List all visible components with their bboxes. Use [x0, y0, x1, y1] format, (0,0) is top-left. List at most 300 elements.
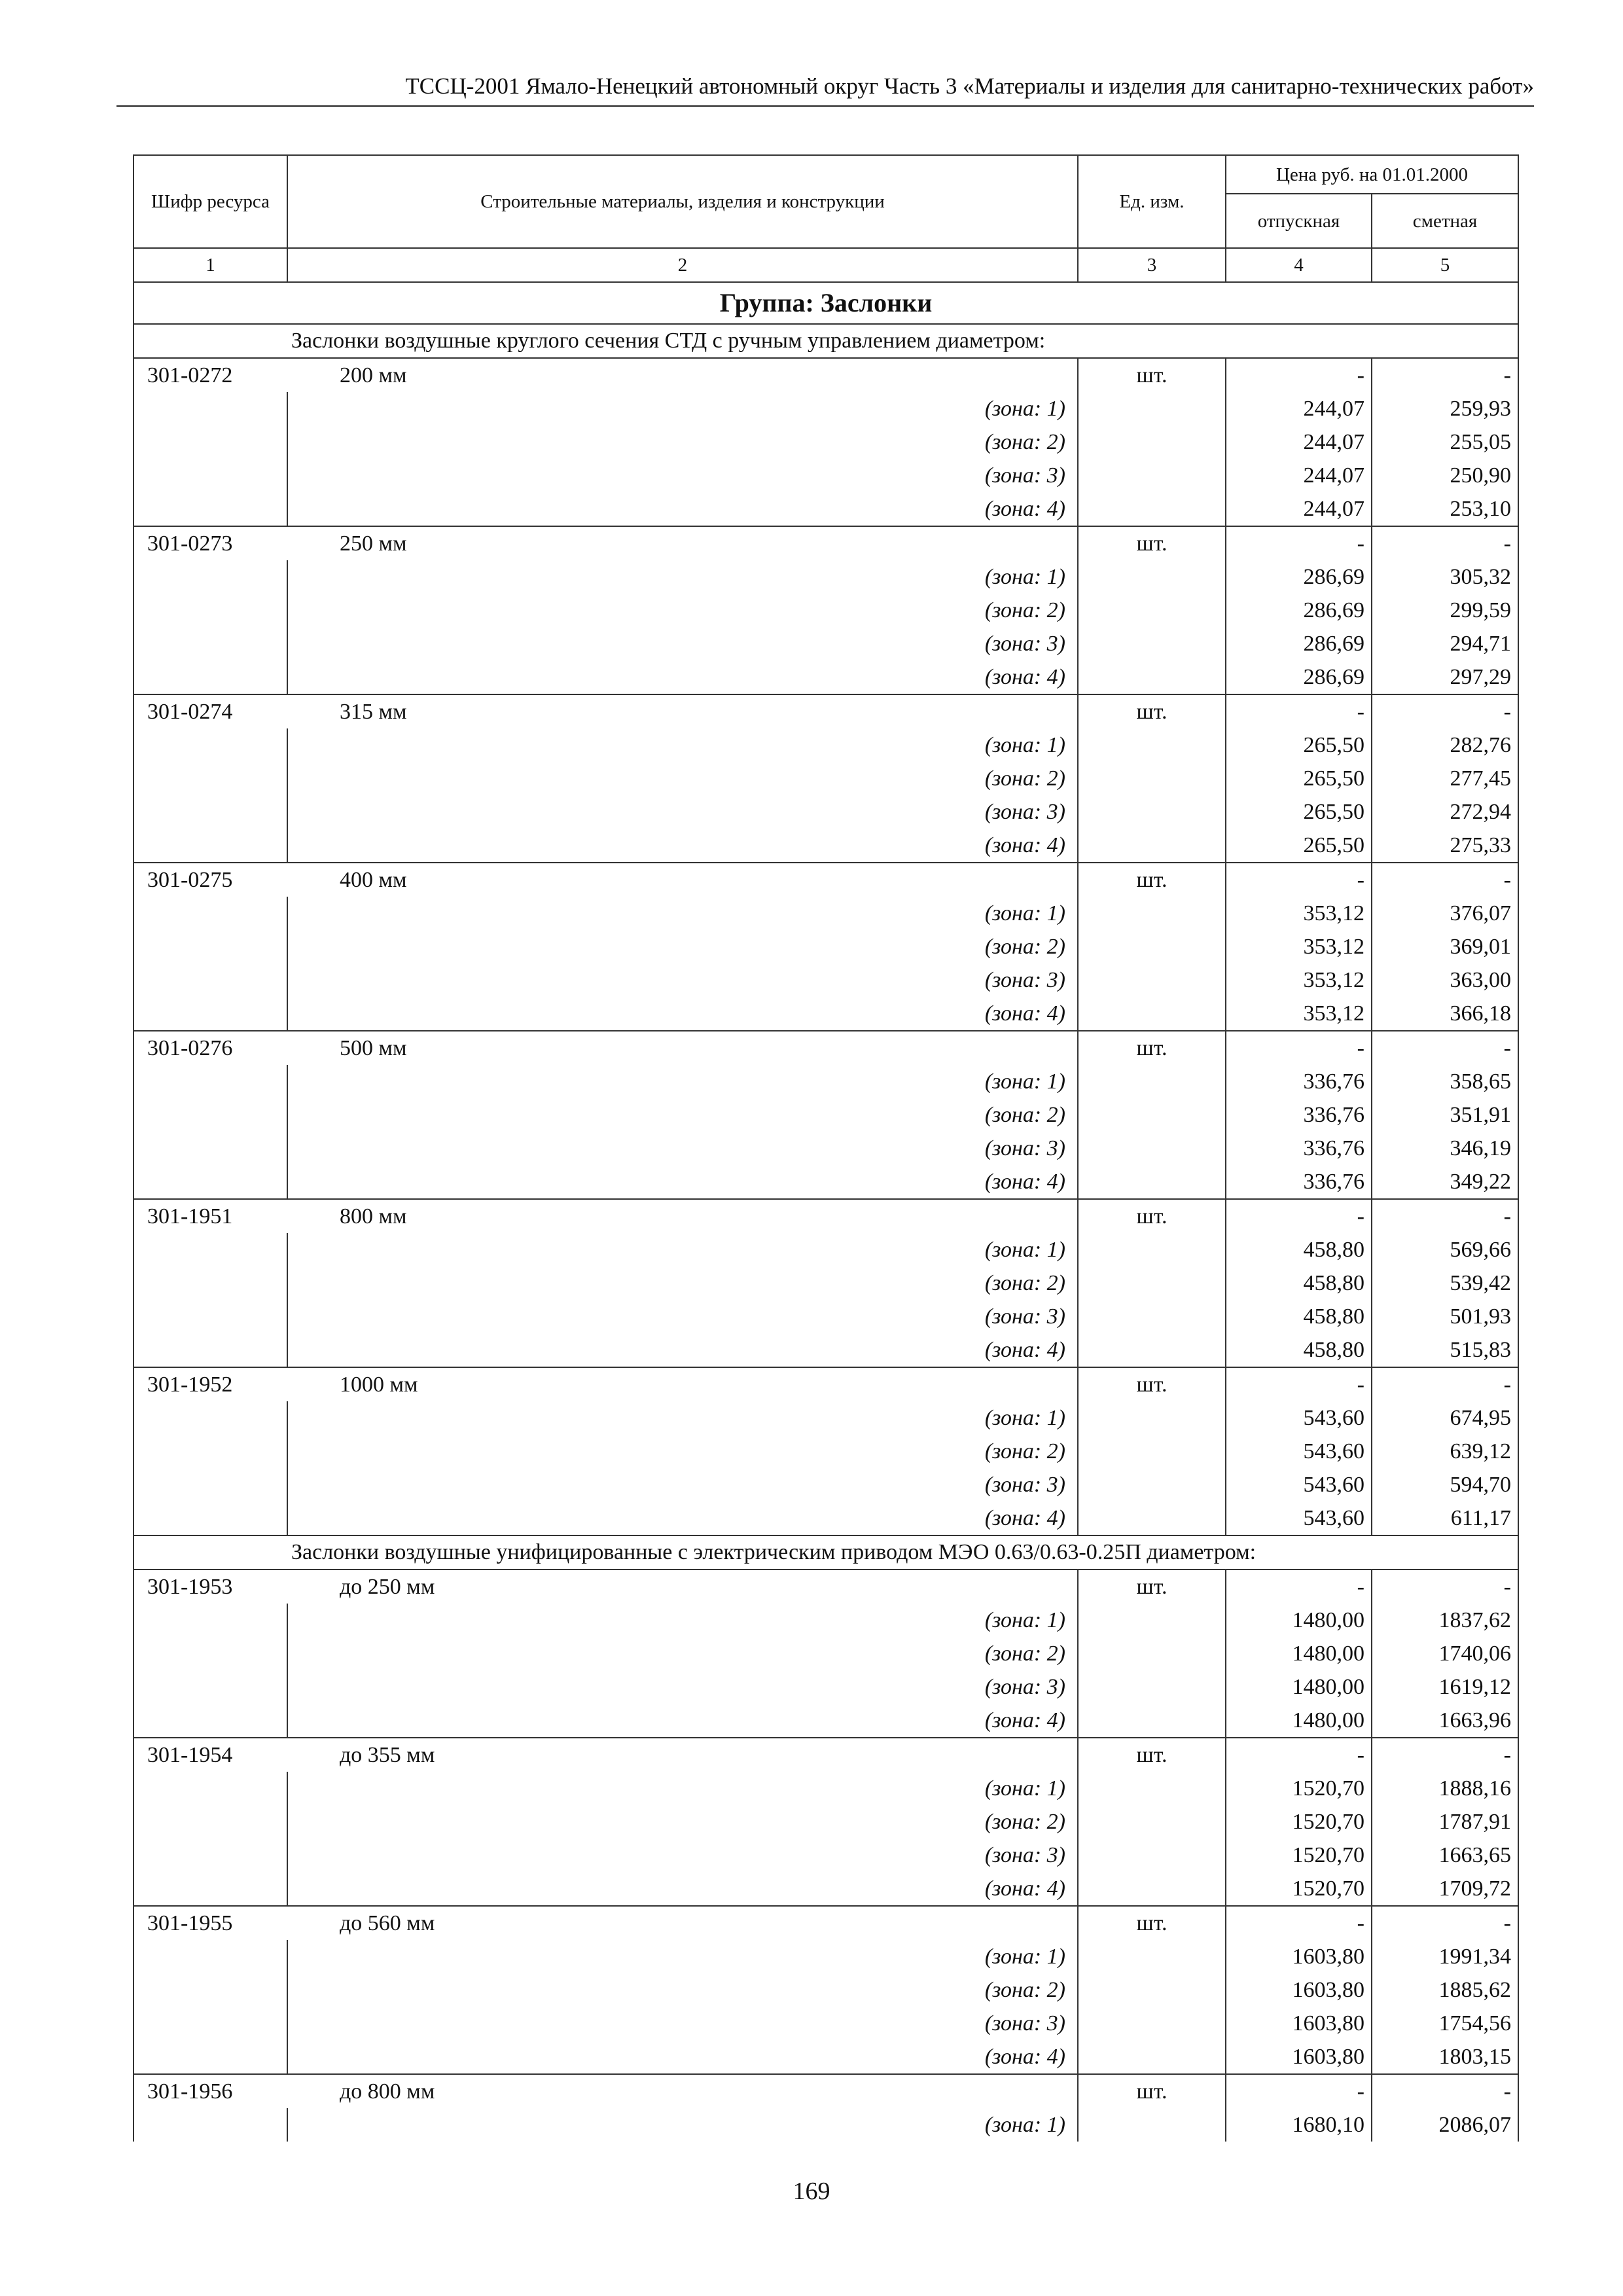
estimate-price: 1663,65 — [1372, 1839, 1518, 1872]
release-price: 265,50 — [1226, 829, 1372, 863]
material-name: до 355 мм — [287, 1738, 1078, 1772]
unit-cell-empty — [1078, 1670, 1226, 1704]
zone-label: (зона: 4) — [287, 1501, 1078, 1535]
resource-code-empty — [134, 1132, 287, 1165]
release-price: 353,12 — [1226, 997, 1372, 1031]
resource-code-empty — [134, 963, 287, 997]
zone-row — [134, 728, 1518, 762]
release-price: - — [1226, 1199, 1372, 1233]
col-estimate-header: сметная — [1372, 194, 1518, 248]
estimate-price: - — [1372, 1906, 1518, 1940]
estimate-price: 366,18 — [1372, 997, 1518, 1031]
estimate-price: 1991,34 — [1372, 1940, 1518, 1973]
material-name: 200 мм — [287, 358, 1078, 392]
release-price: - — [1226, 1738, 1372, 1772]
resource-code-empty — [134, 1670, 287, 1704]
zone-row — [134, 660, 1518, 694]
zone-row — [134, 762, 1518, 795]
zone-row — [134, 1872, 1518, 1906]
zone-row — [134, 963, 1518, 997]
release-price: - — [1226, 863, 1372, 897]
zone-row — [134, 1266, 1518, 1300]
resource-code-empty — [134, 1973, 287, 2007]
table-row — [134, 863, 1518, 897]
unit-cell-empty — [1078, 1604, 1226, 1637]
release-price: 244,07 — [1226, 392, 1372, 425]
resource-code-empty — [134, 1805, 287, 1839]
resource-code-empty — [134, 1165, 287, 1199]
page-number: 169 — [793, 2178, 830, 2205]
table-row — [134, 1738, 1518, 1772]
release-price: 1603,80 — [1226, 2007, 1372, 2040]
estimate-price: 1709,72 — [1372, 1872, 1518, 1906]
release-price: 244,07 — [1226, 459, 1372, 492]
unit-cell-empty — [1078, 1098, 1226, 1132]
release-price: 286,69 — [1226, 594, 1372, 627]
zone-label: (зона: 1) — [287, 1604, 1078, 1637]
zone-label: (зона: 1) — [287, 1065, 1078, 1098]
resource-code-empty — [134, 392, 287, 425]
resource-code-empty — [134, 627, 287, 660]
estimate-price: 294,71 — [1372, 627, 1518, 660]
estimate-price: 363,00 — [1372, 963, 1518, 997]
zone-label: (зона: 3) — [287, 1839, 1078, 1872]
release-price: 1603,80 — [1226, 1940, 1372, 1973]
zone-row — [134, 1704, 1518, 1738]
material-name: 250 мм — [287, 526, 1078, 560]
table-row — [134, 1367, 1518, 1401]
estimate-price: - — [1372, 863, 1518, 897]
zone-row — [134, 1098, 1518, 1132]
column-number-row — [134, 248, 1518, 282]
unit-cell-empty — [1078, 897, 1226, 930]
header-rule — [116, 105, 1534, 107]
table-row — [134, 1570, 1518, 1604]
material-name: 1000 мм — [287, 1367, 1078, 1401]
price-table — [133, 154, 1519, 2142]
release-price: 1520,70 — [1226, 1805, 1372, 1839]
table-header-row — [134, 155, 1518, 194]
zone-row — [134, 2040, 1518, 2074]
estimate-price: - — [1372, 1031, 1518, 1065]
material-name: до 800 мм — [287, 2074, 1078, 2108]
resource-code-empty — [134, 2040, 287, 2074]
unit-cell-empty — [1078, 1300, 1226, 1333]
unit-cell-empty — [1078, 1839, 1226, 1872]
estimate-price: 1885,62 — [1372, 1973, 1518, 2007]
release-price: 543,60 — [1226, 1468, 1372, 1501]
release-price: 1603,80 — [1226, 1973, 1372, 2007]
zone-label: (зона: 1) — [287, 897, 1078, 930]
material-name: 500 мм — [287, 1031, 1078, 1065]
resource-code-empty — [134, 1604, 287, 1637]
col-number: 5 — [1372, 248, 1518, 282]
resource-code: 301-0275 — [134, 863, 287, 897]
resource-code-empty — [134, 1637, 287, 1670]
resource-code: 301-0272 — [134, 358, 287, 392]
zone-label: (зона: 2) — [287, 1266, 1078, 1300]
material-name: 400 мм — [287, 863, 1078, 897]
unit-cell-empty — [1078, 1333, 1226, 1367]
resource-code-empty — [134, 997, 287, 1031]
unit-cell-empty — [1078, 1065, 1226, 1098]
resource-code-empty — [134, 1872, 287, 1906]
release-price: 1520,70 — [1226, 1839, 1372, 1872]
resource-code: 301-1956 — [134, 2074, 287, 2108]
zone-row — [134, 1300, 1518, 1333]
estimate-price: 569,66 — [1372, 1233, 1518, 1266]
unit-cell-empty — [1078, 1637, 1226, 1670]
zone-row — [134, 560, 1518, 594]
unit-cell: шт. — [1078, 1031, 1226, 1065]
resource-code-empty — [134, 1233, 287, 1266]
unit-cell-empty — [1078, 1872, 1226, 1906]
estimate-price: 1787,91 — [1372, 1805, 1518, 1839]
unit-cell-empty — [1078, 930, 1226, 963]
estimate-price: 2086,07 — [1372, 2108, 1518, 2142]
resource-code-empty — [134, 829, 287, 863]
table-row — [134, 694, 1518, 728]
release-price: 353,12 — [1226, 963, 1372, 997]
zone-label: (зона: 4) — [287, 660, 1078, 694]
resource-code-empty — [134, 1704, 287, 1738]
estimate-price: - — [1372, 1570, 1518, 1604]
estimate-price: 255,05 — [1372, 425, 1518, 459]
table-row — [134, 1199, 1518, 1233]
zone-label: (зона: 1) — [287, 1772, 1078, 1805]
zone-label: (зона: 3) — [287, 1132, 1078, 1165]
section-title: Заслонки воздушные унифицированные с электрическим приводом МЭО 0.63/0.63-0.25П диаметром: — [134, 1535, 1518, 1570]
estimate-price: 594,70 — [1372, 1468, 1518, 1501]
material-name: 800 мм — [287, 1199, 1078, 1233]
zone-label: (зона: 4) — [287, 2040, 1078, 2074]
unit-cell-empty — [1078, 2007, 1226, 2040]
release-price: 543,60 — [1226, 1401, 1372, 1435]
release-price: 336,76 — [1226, 1098, 1372, 1132]
estimate-price: - — [1372, 1199, 1518, 1233]
unit-cell-empty — [1078, 1266, 1226, 1300]
release-price: - — [1226, 1367, 1372, 1401]
zone-label: (зона: 2) — [287, 1805, 1078, 1839]
material-name: до 560 мм — [287, 1906, 1078, 1940]
unit-cell-empty — [1078, 1704, 1226, 1738]
estimate-price: 346,19 — [1372, 1132, 1518, 1165]
release-price: 244,07 — [1226, 492, 1372, 526]
table-row — [134, 2074, 1518, 2108]
zone-label: (зона: 1) — [287, 1233, 1078, 1266]
resource-code-empty — [134, 930, 287, 963]
unit-cell: шт. — [1078, 2074, 1226, 2108]
unit-cell: шт. — [1078, 1738, 1226, 1772]
resource-code-empty — [134, 492, 287, 526]
zone-row — [134, 1940, 1518, 1973]
zone-row — [134, 1165, 1518, 1199]
estimate-price: - — [1372, 358, 1518, 392]
resource-code: 301-0273 — [134, 526, 287, 560]
estimate-price: 305,32 — [1372, 560, 1518, 594]
estimate-price: 358,65 — [1372, 1065, 1518, 1098]
estimate-price: 539,42 — [1372, 1266, 1518, 1300]
zone-label: (зона: 1) — [287, 560, 1078, 594]
col-price-header: Цена руб. на 01.01.2000 — [1226, 155, 1518, 194]
zone-label: (зона: 4) — [287, 492, 1078, 526]
price-table-body — [134, 155, 1518, 2142]
estimate-price: 282,76 — [1372, 728, 1518, 762]
resource-code-empty — [134, 594, 287, 627]
resource-code-empty — [134, 1435, 287, 1468]
unit-cell-empty — [1078, 1435, 1226, 1468]
unit-cell-empty — [1078, 829, 1226, 863]
zone-row — [134, 1637, 1518, 1670]
zone-label: (зона: 4) — [287, 1165, 1078, 1199]
release-price: - — [1226, 2074, 1372, 2108]
release-price: 458,80 — [1226, 1266, 1372, 1300]
resource-code-empty — [134, 795, 287, 829]
estimate-price: 1663,96 — [1372, 1704, 1518, 1738]
unit-cell-empty — [1078, 1401, 1226, 1435]
release-price: 1520,70 — [1226, 1872, 1372, 1906]
material-name: 315 мм — [287, 694, 1078, 728]
group-row — [134, 282, 1518, 324]
zone-row — [134, 627, 1518, 660]
estimate-price: 1754,56 — [1372, 2007, 1518, 2040]
col-name-header: Строительные материалы, изделия и конструкции — [287, 155, 1078, 248]
zone-label: (зона: 3) — [287, 627, 1078, 660]
zone-label: (зона: 1) — [287, 1401, 1078, 1435]
col-unit-header: Ед. изм. — [1078, 155, 1226, 248]
zone-row — [134, 1401, 1518, 1435]
resource-code-empty — [134, 762, 287, 795]
release-price: 1520,70 — [1226, 1772, 1372, 1805]
estimate-price: - — [1372, 694, 1518, 728]
zone-row — [134, 1132, 1518, 1165]
table-row — [134, 1031, 1518, 1065]
estimate-price: 259,93 — [1372, 392, 1518, 425]
resource-code-empty — [134, 459, 287, 492]
release-price: - — [1226, 358, 1372, 392]
unit-cell-empty — [1078, 1973, 1226, 2007]
resource-code-empty — [134, 1266, 287, 1300]
zone-row — [134, 459, 1518, 492]
unit-cell-empty — [1078, 1132, 1226, 1165]
estimate-price: 674,95 — [1372, 1401, 1518, 1435]
zone-row — [134, 492, 1518, 526]
resource-code-empty — [134, 425, 287, 459]
zone-row — [134, 1772, 1518, 1805]
unit-cell-empty — [1078, 660, 1226, 694]
estimate-price: - — [1372, 1738, 1518, 1772]
release-price: 1603,80 — [1226, 2040, 1372, 2074]
unit-cell-empty — [1078, 492, 1226, 526]
zone-label: (зона: 3) — [287, 1468, 1078, 1501]
unit-cell: шт. — [1078, 526, 1226, 560]
unit-cell-empty — [1078, 762, 1226, 795]
table-row — [134, 1906, 1518, 1940]
estimate-price: 1803,15 — [1372, 2040, 1518, 2074]
resource-code-empty — [134, 1839, 287, 1872]
estimate-price: 277,45 — [1372, 762, 1518, 795]
estimate-price: 349,22 — [1372, 1165, 1518, 1199]
zone-row — [134, 1839, 1518, 1872]
resource-code-empty — [134, 1501, 287, 1535]
release-price: 543,60 — [1226, 1435, 1372, 1468]
table-row — [134, 358, 1518, 392]
resource-code: 301-0274 — [134, 694, 287, 728]
resource-code: 301-0276 — [134, 1031, 287, 1065]
zone-row — [134, 1435, 1518, 1468]
release-price: 286,69 — [1226, 660, 1372, 694]
zone-row — [134, 425, 1518, 459]
zone-row — [134, 1065, 1518, 1098]
resource-code: 301-1951 — [134, 1199, 287, 1233]
release-price: 458,80 — [1226, 1333, 1372, 1367]
section-row — [134, 324, 1518, 358]
estimate-price: 299,59 — [1372, 594, 1518, 627]
unit-cell: шт. — [1078, 358, 1226, 392]
estimate-price: 1619,12 — [1372, 1670, 1518, 1704]
zone-label: (зона: 4) — [287, 829, 1078, 863]
running-header: ТССЦ-2001 Ямало-Ненецкий автономный округ Часть 3 «Материалы и изделия для санитарно-технических работ» — [405, 73, 1534, 99]
col-number: 1 — [134, 248, 287, 282]
resource-code-empty — [134, 1065, 287, 1098]
estimate-price: 1837,62 — [1372, 1604, 1518, 1637]
zone-row — [134, 1604, 1518, 1637]
zone-label: (зона: 2) — [287, 1973, 1078, 2007]
unit-cell-empty — [1078, 728, 1226, 762]
zone-row — [134, 2007, 1518, 2040]
release-price: - — [1226, 1906, 1372, 1940]
resource-code-empty — [134, 1300, 287, 1333]
release-price: - — [1226, 1031, 1372, 1065]
zone-row — [134, 1501, 1518, 1535]
zone-label: (зона: 3) — [287, 1670, 1078, 1704]
resource-code-empty — [134, 1401, 287, 1435]
zone-label: (зона: 3) — [287, 459, 1078, 492]
zone-label: (зона: 3) — [287, 1300, 1078, 1333]
estimate-price: 1740,06 — [1372, 1637, 1518, 1670]
col-release-header: отпускная — [1226, 194, 1372, 248]
zone-label: (зона: 3) — [287, 963, 1078, 997]
resource-code-empty — [134, 728, 287, 762]
zone-label: (зона: 4) — [287, 1872, 1078, 1906]
resource-code: 301-1953 — [134, 1570, 287, 1604]
release-price: - — [1226, 526, 1372, 560]
zone-label: (зона: 4) — [287, 1333, 1078, 1367]
zone-row — [134, 2108, 1518, 2142]
release-price: 353,12 — [1226, 897, 1372, 930]
table-row — [134, 526, 1518, 560]
zone-label: (зона: 2) — [287, 1098, 1078, 1132]
unit-cell-empty — [1078, 1165, 1226, 1199]
resource-code-empty — [134, 1098, 287, 1132]
resource-code-empty — [134, 2108, 287, 2142]
unit-cell-empty — [1078, 963, 1226, 997]
zone-label: (зона: 1) — [287, 1940, 1078, 1973]
unit-cell-empty — [1078, 1772, 1226, 1805]
resource-code-empty — [134, 2007, 287, 2040]
unit-cell: шт. — [1078, 1367, 1226, 1401]
unit-cell: шт. — [1078, 694, 1226, 728]
zone-row — [134, 930, 1518, 963]
col-number: 3 — [1078, 248, 1226, 282]
unit-cell-empty — [1078, 594, 1226, 627]
release-price: 286,69 — [1226, 560, 1372, 594]
zone-label: (зона: 2) — [287, 930, 1078, 963]
estimate-price: - — [1372, 2074, 1518, 2108]
release-price: 1480,00 — [1226, 1670, 1372, 1704]
unit-cell-empty — [1078, 627, 1226, 660]
zone-row — [134, 795, 1518, 829]
estimate-price: - — [1372, 1367, 1518, 1401]
release-price: - — [1226, 1570, 1372, 1604]
zone-label: (зона: 2) — [287, 594, 1078, 627]
release-price: 265,50 — [1226, 728, 1372, 762]
release-price: 1480,00 — [1226, 1637, 1372, 1670]
estimate-price: 639,12 — [1372, 1435, 1518, 1468]
zone-row — [134, 1468, 1518, 1501]
release-price: 1680,10 — [1226, 2108, 1372, 2142]
estimate-price: 272,94 — [1372, 795, 1518, 829]
release-price: 265,50 — [1226, 795, 1372, 829]
zone-label: (зона: 4) — [287, 997, 1078, 1031]
estimate-price: 376,07 — [1372, 897, 1518, 930]
zone-label: (зона: 4) — [287, 1704, 1078, 1738]
group-title: Группа: Заслонки — [134, 282, 1518, 324]
resource-code: 301-1954 — [134, 1738, 287, 1772]
section-row — [134, 1535, 1518, 1570]
unit-cell: шт. — [1078, 1199, 1226, 1233]
zone-label: (зона: 2) — [287, 762, 1078, 795]
unit-cell-empty — [1078, 459, 1226, 492]
zone-row — [134, 897, 1518, 930]
release-price: 1480,00 — [1226, 1704, 1372, 1738]
col-number: 2 — [287, 248, 1078, 282]
release-price: 353,12 — [1226, 930, 1372, 963]
estimate-price: 275,33 — [1372, 829, 1518, 863]
zone-label: (зона: 1) — [287, 392, 1078, 425]
unit-cell-empty — [1078, 2040, 1226, 2074]
resource-code-empty — [134, 560, 287, 594]
estimate-price: 1888,16 — [1372, 1772, 1518, 1805]
material-name: до 250 мм — [287, 1570, 1078, 1604]
unit-cell-empty — [1078, 425, 1226, 459]
release-price: 336,76 — [1226, 1065, 1372, 1098]
unit-cell-empty — [1078, 2108, 1226, 2142]
unit-cell-empty — [1078, 1940, 1226, 1973]
resource-code-empty — [134, 897, 287, 930]
zone-label: (зона: 1) — [287, 728, 1078, 762]
release-price: 244,07 — [1226, 425, 1372, 459]
resource-code-empty — [134, 1772, 287, 1805]
zone-row — [134, 1333, 1518, 1367]
zone-label: (зона: 3) — [287, 795, 1078, 829]
zone-row — [134, 594, 1518, 627]
unit-cell-empty — [1078, 795, 1226, 829]
release-price: 458,80 — [1226, 1233, 1372, 1266]
release-price: 336,76 — [1226, 1132, 1372, 1165]
estimate-price: 297,29 — [1372, 660, 1518, 694]
unit-cell-empty — [1078, 1233, 1226, 1266]
unit-cell-empty — [1078, 1501, 1226, 1535]
release-price: 458,80 — [1226, 1300, 1372, 1333]
unit-cell-empty — [1078, 560, 1226, 594]
estimate-price: 250,90 — [1372, 459, 1518, 492]
col-number: 4 — [1226, 248, 1372, 282]
release-price: 265,50 — [1226, 762, 1372, 795]
zone-label: (зона: 2) — [287, 425, 1078, 459]
unit-cell-empty — [1078, 1805, 1226, 1839]
zone-label: (зона: 2) — [287, 1435, 1078, 1468]
